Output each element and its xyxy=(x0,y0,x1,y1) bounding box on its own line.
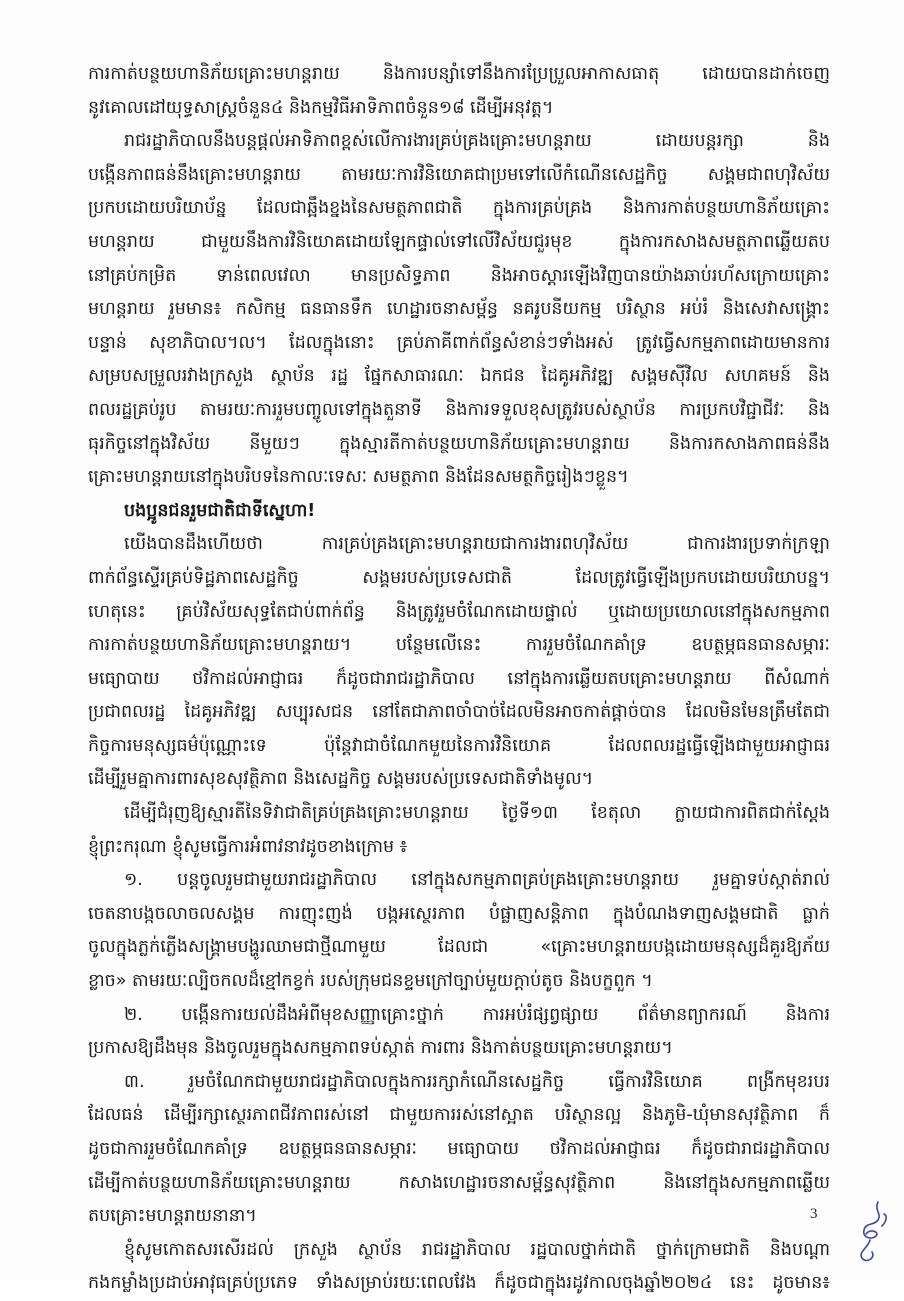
text-line: ប្រកាសឱ្យដឹងមុន និងចូលរួមក្នុងសកម្មភាពទប់ស្កាត់ ការពារ និងកាត់បន្ថយគ្រោះមហន្តរាយ។ xyxy=(88,1038,673,1059)
text-line: ការកាត់បន្ថយហានិភ័យគ្រោះមហន្តរាយ និងការបន្សាំទៅនឹងការប្រែប្រួលអាកាសធាតុ ដោយបានដាក់ចេញ xyxy=(88,64,830,84)
text-line: ពាក់ព័ន្ធស្ទើរគ្រប់ទិដ្ឋភាពសេដ្ឋកិច្ច សង្គមរបស់ប្រទេសជាតិ ដែលត្រូវធ្វើឡើងប្រកបដោយបរិយាបន្ន។ xyxy=(88,567,830,588)
text-line: សម្របសម្រួលរវាងក្រសួង ស្ថាប័ន រដ្ឋ ផ្នែកសាធារណៈ ឯកជន ដៃគូអភិវឌ្ឍ សង្គមស៊ីវិល សហគមន៍ និង xyxy=(88,366,830,387)
text-line: តបគ្រោះមហន្តរាយនានា។ xyxy=(88,1206,257,1227)
text-line: ២. បង្កើនការយល់ដឹងអំពីមុខសញ្ញាគ្រោះថ្នាក់ ការអប់រំផ្សព្វផ្សាយ ព័ត៌មានព្យាករណ៍ និងការ xyxy=(124,1004,830,1025)
text-line: ប្រកបដោយបរិយាប័ន្ន ដែលជាឆ្អឹងខ្នងនៃសមត្ថភាពជាតិ ក្នុងការគ្រប់គ្រង និងការកាត់បន្ថយហានិភ័យគ្រោះ xyxy=(88,198,830,219)
text-line: នូវគោលដៅយុទ្ធសាស្ត្រចំនួន៤ និងកម្មវិធីអាទិភាពចំនួន១៨ ដើម្បីអនុវត្ត។ xyxy=(88,97,554,118)
text-line: ដើម្បីជំរុញឱ្យស្មារតីនៃទិវាជាតិគ្រប់គ្រងគ្រោះមហន្តរាយ ថ្ងៃទី១៣ ខែតុលា ក្លាយជាការពិតជាក់ស្តែង xyxy=(124,803,830,824)
text-line: រាជរដ្ឋាភិបាលនឹងបន្តផ្តល់អាទិភាពខ្ពស់លើការងារគ្រប់គ្រងគ្រោះមហន្តរាយ ដោយបន្តរក្សា និង xyxy=(124,131,830,152)
text-line: ខ្ញុំព្រះករុណា ខ្ញុំសូមធ្វើការអំពាវនាវដូចខាងក្រោម ៖ xyxy=(88,836,408,857)
text-line: ដើម្បីកាត់បន្ថយហានិភ័យគ្រោះមហន្តរាយ កសាងហេដ្ឋារចនាសម្ព័ន្ធសុវត្ថិភាព និងនៅក្នុងសកម្មភាពឆ្លើយ xyxy=(88,1172,830,1193)
text-line: ធុរកិច្ចនៅក្នុងវិស័យ នីមួយៗ ក្នុងស្មារតីកាត់បន្ថយហានិភ័យគ្រោះមហន្តរាយ និងការកសាងភាពធន់នឹង xyxy=(88,433,830,454)
document-body xyxy=(88,58,830,1301)
text-line: នៅគ្រប់កម្រិត ទាន់ពេលវេលា មានប្រសិទ្ធភាព និងអាចស្តារឡើងវិញបានយ៉ាងឆាប់រហ័សក្រោយគ្រោះ xyxy=(88,265,830,286)
text-line: ដែលធន់ ដើម្បីរក្សាស្ថេរភាពជីវភាពរស់នៅ ជាមួយការរស់នៅស្អាត បរិស្ថានល្អ និងភូមិ-ឃុំមានសុវត្ថិភាព ក៏ xyxy=(88,1105,830,1126)
text-line: បន្ទាន់ សុខាភិបាល។ល។ ដែលក្នុងនោះ គ្រប់ភាគីពាក់ព័ន្ធសំខាន់ៗទាំងអស់ ត្រូវធ្វើសកម្មភាពដោយមានការ xyxy=(88,332,830,353)
text-line: ប្រជាពលរដ្ឋ ដៃគូអភិវឌ្ឍ សប្បុរសជន នៅតែជាភាពចាំបាច់ដែលមិនអាចកាត់ផ្តាច់បាន ដែលមិនមែនត្រឹមតែជា xyxy=(88,702,830,723)
text-line: មហន្តរាយ រួមមាន៖ កសិកម្ម ធនធានទឹក ហេដ្ឋារចនាសម្ព័ន្ធ នគរូបនីយកម្ម បរិស្ថាន អប់រំ និងសេវាសង្គ្រោះ xyxy=(88,299,830,320)
text-line: មធ្យោបាយ ថវិកាដល់អាជ្ញាធរ ក៏ដូចជារាជរដ្ឋាភិបាល នៅក្នុងការឆ្លើយតបគ្រោះមហន្តរាយ ពីសំណាក់ xyxy=(88,668,830,689)
page-number: 3 xyxy=(810,1206,818,1222)
text-line: កងកម្លាំងប្រដាប់អាវុធគ្រប់ប្រភេទ ទាំងសម្រាប់រយៈពេលវែង ក៏ដូចជាក្នុងរដូវកាលចុងឆ្នាំ២០២៤ នេះ ដូចមាន៖ xyxy=(88,1273,830,1294)
text-line: ដូចជាការរួមចំណែកគាំទ្រ ឧបត្ថម្ភធនធានសម្ភារៈ មធ្យោបាយ ថវិកាដល់អាជ្ញាធរ ក៏ដូចជារាជរដ្ឋាភិបាល xyxy=(88,1139,830,1159)
text-line: ហេតុនេះ គ្រប់វិស័យសុទ្ធតែជាប់ពាក់ព័ន្ធ និងត្រូវរួមចំណែកដោយផ្ទាល់ ឬដោយប្រយោលនៅក្នុងសកម្មភាព xyxy=(88,601,830,622)
text-line: ចេតនាបង្កចលាចលសង្គម ការញុះញង់ បង្កអស្ថេរភាព បំផ្លាញសន្តិភាព ក្នុងបំណងទាញសង្គមជាតិ ធ្លាក់ xyxy=(88,903,830,924)
handwritten-initial-mark xyxy=(848,1196,894,1268)
text-line: ចូលក្នុងភ្លក់ភ្លើងសង្គ្រាមបង្ហូរឈាមជាថ្មីណាមួយ ដែលជា «គ្រោះមហន្តរាយបង្កដោយមនុស្សដ៏គួរឱ្យភ័យ xyxy=(88,937,830,958)
text-line: កិច្ចការមនុស្សធម៌ប៉ុណ្ណោះទេ ប៉ុន្តែវាជាចំណែកមួយនៃការវិនិយោគ ដែលពលរដ្ឋធ្វើឡើងជាមួយអាជ្ញាធរ xyxy=(88,735,830,756)
text-line: ពលរដ្ឋគ្រប់រូប តាមរយៈការរួមបញ្ចូលទៅក្នុងតួនាទី និងការទទួលខុសត្រូវរបស់ស្ថាប័ន ការប្រកបវិជ្ជាជីវៈ និង xyxy=(88,399,830,420)
text-line: យើងបានដឹងហើយថា ការគ្រប់គ្រងគ្រោះមហន្តរាយជាការងារពហុវិស័យ ជាការងារប្រទាក់ក្រឡា xyxy=(124,534,830,555)
text-line: ៣. រួមចំណែកជាមួយរាជរដ្ឋាភិបាលក្នុងការរក្សាកំណើនសេដ្ឋកិច្ច ធ្វើការវិនិយោគ ពង្រីកមុខរបរ xyxy=(124,1071,830,1092)
text-line: បង្កើនភាពធន់នឹងគ្រោះមហន្តរាយ តាមរយៈការវិនិយោគជាប្រមទៅលើកំណើនសេដ្ឋកិច្ច សង្គមជាពហុវិស័យ xyxy=(88,164,830,185)
text-line: ខ្លាច» តាមរយៈល្បិចកលដ៏ខ្មៅកខ្វក់ របស់ក្រុមជនខ្ទមក្រៅច្បាប់មួយក្តាប់តូច និងបក្ខពួក ។ xyxy=(88,971,653,992)
text-line: ខ្ញុំសូមកោតសរសើរដល់ ក្រសួង ស្ថាប័ន រាជរដ្ឋាភិបាល រដ្ឋបាលថ្នាក់ជាតិ ថ្នាក់ក្រោមជាតិ និងបណ្តា xyxy=(124,1239,830,1260)
text-line: ការកាត់បន្ថយហានិភ័យគ្រោះមហន្តរាយ។ បន្ថែមលើនេះ ការរួមចំណែកគាំទ្រ ឧបត្ថម្ភធនធានសម្ភារៈ xyxy=(88,635,830,656)
text-line: មហន្តរាយ ជាមួយនឹងការវិនិយោគដោយឡែកផ្ទាល់ទៅលើវិស័យជួរមុខ ក្នុងការកសាងសមត្ថភាពឆ្លើយតប xyxy=(88,231,830,252)
text-line: គ្រោះមហន្តរាយនៅក្នុងបរិបទនៃកាលៈទេសៈ សមត្ថភាព និងដែនសមត្ថកិច្ចរៀងៗខ្លួន។ xyxy=(88,467,629,488)
text-line: ១. បន្តចូលរួមជាមួយរាជរដ្ឋាភិបាល នៅក្នុងសកម្មភាពគ្រប់គ្រងគ្រោះមហន្តរាយ រួមគ្នាទប់ស្កាត់រាល់ xyxy=(124,870,830,891)
section-heading: បងប្អូនជនរួមជាតិជាទីស្នេហា! xyxy=(124,500,316,521)
text-line: ដើម្បីរួមគ្នាការពារសុខសុវត្ថិភាព និងសេដ្ឋកិច្ច សង្គមរបស់ប្រទេសជាតិទាំងមូល។ xyxy=(88,769,594,790)
